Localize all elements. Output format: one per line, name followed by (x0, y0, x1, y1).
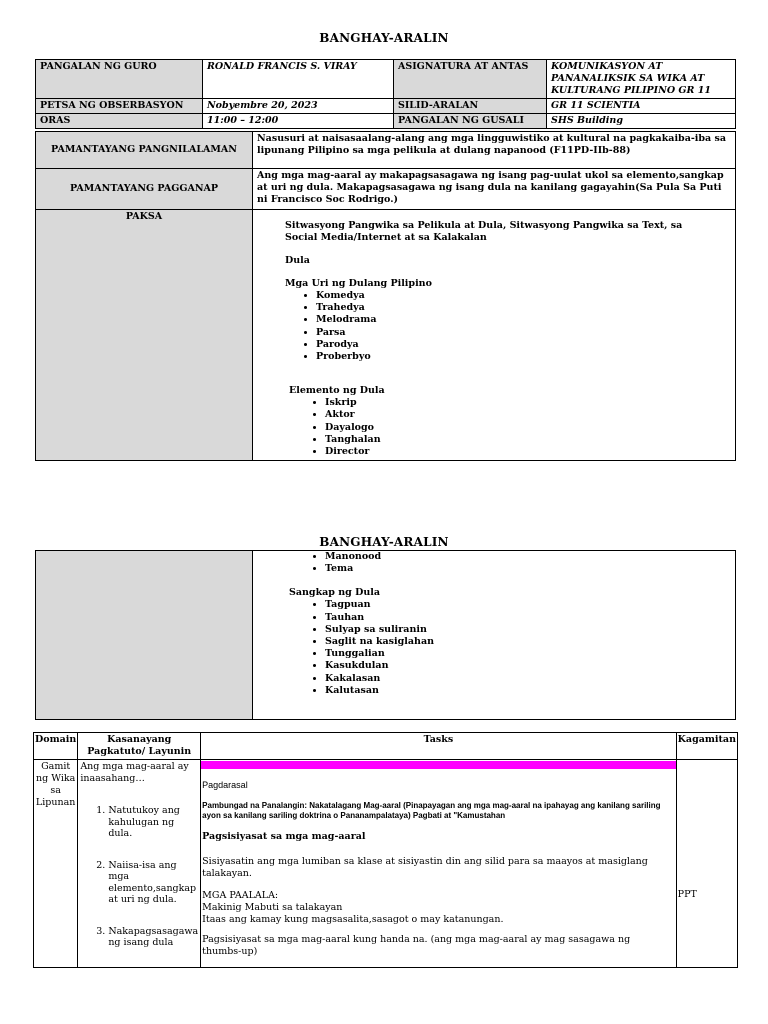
time-value: 11:00 – 12:00 (203, 114, 394, 129)
task-opening: Pambungad na Panalangin: Nakatalagang Mag-aaral (Pinapayagan ang mga mag-aaral na ipahayag ang kanilang sariling ayon sa kanilang sariling doktrina o Pananampalataya) Pagbati at "Kamustahan (202, 801, 661, 820)
materials-header: Kagamitan (676, 733, 737, 760)
competency-cell (78, 760, 201, 968)
list-item: • Kalutasan (325, 685, 705, 697)
materials-cell (676, 760, 737, 968)
list-item: 1. Natutukoy ang kahulugan ng dula. (108, 805, 198, 840)
topic-continuation-table (35, 550, 736, 720)
topic-content (253, 210, 736, 461)
list-item: • Manonood (325, 551, 705, 563)
content-standard-text: Nasusuri at naisasaalang-alang ang mga lingguwistiko at kultural na pagkakaiba-iba sa lipunang Pilipino sa mga pelikula at dulang napanood (F11PD-IIb-88) (253, 132, 736, 169)
highlight-bar (201, 761, 676, 769)
room-label: SILID-ARALAN (394, 99, 547, 114)
date-label: PETSA NG OBSERBASYON (36, 99, 203, 114)
tasks-cell (201, 760, 677, 968)
subject-value: KOMUNIKASYON AT PANANALIKSIK SA WIKA AT KULTURANG PILIPINO GR 11 (547, 60, 736, 99)
teacher-label: PANGALAN NG GURO (36, 60, 203, 99)
reminder-1: Makinig Mabuti sa talakayan (202, 902, 343, 913)
building-value: SHS Building (547, 114, 736, 129)
performance-standard-label: PAMANTAYANG PAGGANAP (36, 169, 253, 210)
list-item: 3. Nakapagsasagawa ng isang dula (108, 926, 198, 949)
competency-header: Kasanayang Pagkatuto/ Layunin (78, 733, 201, 760)
elements-list-cont (285, 551, 705, 575)
list-item: • Dayalogo (325, 422, 705, 434)
task-prayer: Pagdarasal (202, 780, 248, 790)
sangkap-heading: Sangkap ng Dula (289, 587, 381, 599)
subject-label: ASIGNATURA AT ANTAS (394, 60, 547, 99)
sangkap-list (285, 599, 705, 697)
standards-table (35, 131, 736, 461)
objectives-list (80, 805, 198, 949)
list-item: • Director (325, 446, 705, 458)
performance-standard-text: Ang mga mag-aaral ay makapagsasagawa ng isang pag-uulat ukol sa elemento,sangkap at uri ng dula. Makapagsasagawa ng isang dula na kanilang gagayahin(Sa Pula Sa Puti ni Francisco Soc Rodrigo.) (253, 169, 736, 210)
list-item: • Saglit na kasiglahan (325, 636, 705, 648)
elements-list (285, 397, 705, 458)
list-item: • Tagpuan (325, 599, 705, 611)
task-heading: Pagsisiyasat sa mga mag-aaral (202, 831, 366, 842)
domain-header: Domain (34, 733, 78, 760)
topic-intro: Sitwasyong Pangwika sa Pelikula at Dula, Sitwasyong Pangwika sa Text, sa Social Media/Internet at sa Kalakalan (285, 220, 683, 243)
types-list (285, 290, 705, 363)
domain-cell: Gamit ng Wika sa Lipunan (34, 760, 78, 968)
list-item: • Parsa (316, 327, 705, 339)
reminder-2: Itaas ang kamay kung magsasalita,sasagot o may katanungan. (202, 914, 504, 925)
list-item: • Parodya (316, 339, 705, 351)
list-item: • Tunggalian (325, 648, 705, 660)
time-label: ORAS (36, 114, 203, 129)
task-readiness: Pagsisiyasat sa mga mag-aaral kung handa na. (ang mga mag-aaral ay mag sasagawa ng thumbs-up) (202, 934, 631, 957)
page-title-2: BANGHAY-ARALIN (319, 535, 449, 549)
list-item: • Iskrip (325, 397, 705, 409)
page-title: BANGHAY-ARALIN (319, 31, 449, 45)
list-item: • Trahedya (316, 302, 705, 314)
content-standard-label: PAMANTAYANG PANGNILALAMAN (36, 132, 253, 169)
list-item: • Kasukdulan (325, 660, 705, 672)
date-value: Nobyembre 20, 2023 (203, 99, 394, 114)
topic-content-cont (253, 551, 736, 720)
list-item: • Aktor (325, 409, 705, 421)
list-item: • Komedya (316, 290, 705, 302)
lesson-tasks-table (33, 732, 738, 968)
list-item: • Tauhan (325, 612, 705, 624)
list-item: • Proberbyo (316, 351, 705, 363)
teacher-value: RONALD FRANCIS S. VIRAY (203, 60, 394, 99)
list-item: • Sulyap sa suliranin (325, 624, 705, 636)
materials-value: PPT (677, 889, 697, 900)
reminders-label: MGA PAALALA: (202, 890, 279, 901)
list-item: • Melodrama (316, 314, 705, 326)
topic-label: PAKSA (36, 210, 253, 461)
header-info-table (35, 59, 736, 129)
list-item: • Tanghalan (325, 434, 705, 446)
list-item: 2. Naiisa-isa ang mga elemento,sangkap at uri ng dula. (108, 860, 198, 906)
tasks-header: Tasks (201, 733, 677, 760)
types-heading: Mga Uri ng Dulang Pilipino (285, 278, 432, 289)
elements-heading: Elemento ng Dula (289, 385, 385, 397)
building-label: PANGALAN NG GUSALI (394, 114, 547, 129)
room-value: GR 11 SCIENTIA (547, 99, 736, 114)
topic-label-cont (36, 551, 253, 720)
objectives-intro: Ang mga mag-aaral ay inaasahang… (80, 761, 189, 784)
list-item: • Tema (325, 563, 705, 575)
topic-dula: Dula (285, 255, 310, 266)
task-check: Sisiyasatin ang mga lumiban sa klase at sisiyastin din ang silid para sa maayos at masiglang talakayan. (202, 856, 648, 879)
list-item: • Kakalasan (325, 673, 705, 685)
